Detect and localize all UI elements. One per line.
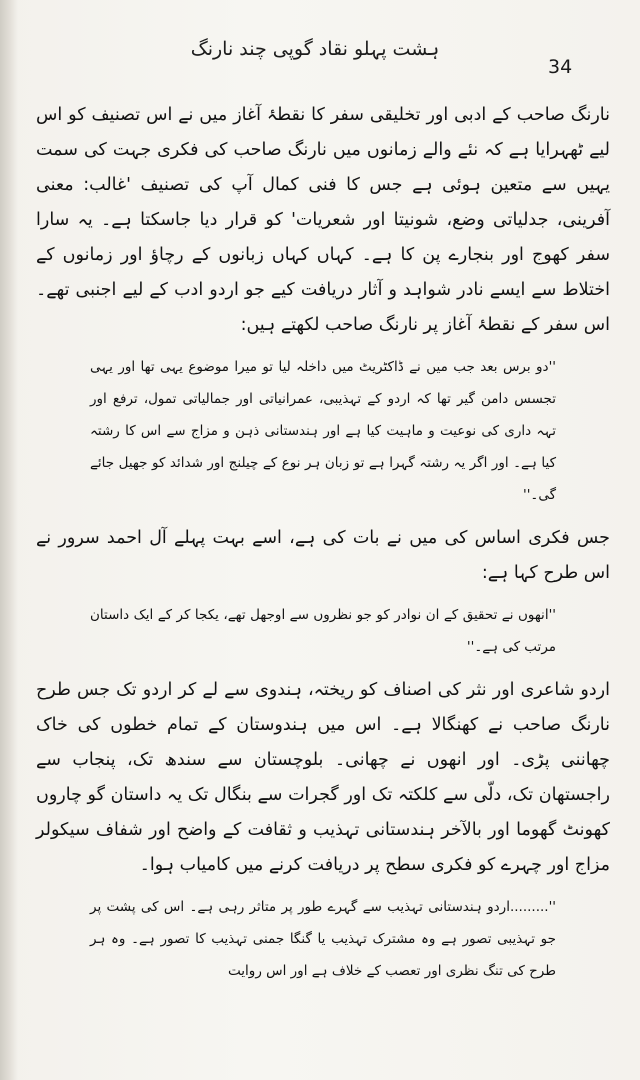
running-header: ہشت پہلو نقاد گوپی چند نارنگ	[190, 38, 440, 60]
book-spine-shadow	[0, 0, 18, 1080]
paragraph-1: نارنگ صاحب کے ادبی اور تخلیقی سفر کا نقطۂ آغاز میں نے اس تصنیف کو اس لیے ٹھہرایا ہے کہ نئے والے زمانوں میں نارنگ صاحب کی فکری جہت کی سمت یہیں سے متعین ہوئی ہے جس کا فنی کمال آپ کی تصنیف 'غالب: معنی آفرینی، جدلیاتی وضع، شونیتا اور شعریات' کو قرار دیا جاسکتا ہے۔ یہ سارا سفر کھوج اور بنجارے پن کا ہے۔ کہاں کہاں زبانوں کے رچاؤ اور زمانوں کے اختلاط سے ایسے نادر شواہد و آثار دریافت کیے جو اردو ادب کے لیے اجنبی تھے۔ اس سفر کے نقطۂ آغاز پر نارنگ صاحب لکھتے ہیں:	[36, 105, 610, 335]
paragraph-2: جس فکری اساس کی میں نے بات کی ہے، اسے بہت پہلے آل احمد سرور نے اس طرح کہا ہے:	[36, 528, 610, 583]
quote-2: ''انھوں نے تحقیق کے ان نوادر کو جو نظروں سے اوجھل تھے، یکجا کر کے ایک داستان مرتب کی ہے۔''	[90, 607, 556, 655]
quote-3: ''.........اردو ہندستانی تہذیب سے گہرے طور پر متاثر رہی ہے۔ اس کی پشت پر جو تہذیبی تصور ہے وہ مشترک تہذیب یا گنگا جمنی تہذیب کا تصور ہے۔ وہ ہر طرح کی تنگ نظری اور تعصب کے خلاف ہے اور اس روایت	[90, 899, 556, 979]
quote-1: ''دو برس بعد جب میں نے ڈاکٹریٹ میں داخلہ لیا تو میرا موضوع یہی تھا اور یہی تجسس دامن گیر تھا کہ اردو کے تہذیبی، عمرانیاتی اور جمالیاتی تمول، ترفع اور تہہ داری کی نوعیت و ماہیت کیا ہے اور ہندستانی ذہن و مزاج سے اس کا رشتہ کیا ہے۔ اور اگر یہ رشتہ گہرا ہے تو زبان ہر نوع کے چیلنج اور شدائد کو جھیل جائے گی۔''	[90, 359, 556, 503]
page-body	[36, 98, 610, 997]
paragraph-3: اردو شاعری اور نثر کی اصناف کو ریختہ، ہندوی سے لے کر اردو تک جس طرح نارنگ صاحب نے کھنگالا ہے۔ اس میں ہندوستان کے تمام خطوں کی خاک چھاننی پڑی۔ اور انھوں نے چھانی۔ بلوچستان سے سندھ تک، پنجاب سے راجستھان تک، دلّی سے کلکتہ تک اور گجرات سے بنگال تک یہ داستان گو چاروں کھونٹ گھوما اور بالآخر ہندستانی تہذیب و ثقافت کے واضح اور شفاف سیکولر مزاج اور چہرے کو فکری سطح پر دریافت کرنے میں کامیاب ہوا۔	[36, 680, 610, 875]
page-number: 34	[548, 56, 573, 78]
